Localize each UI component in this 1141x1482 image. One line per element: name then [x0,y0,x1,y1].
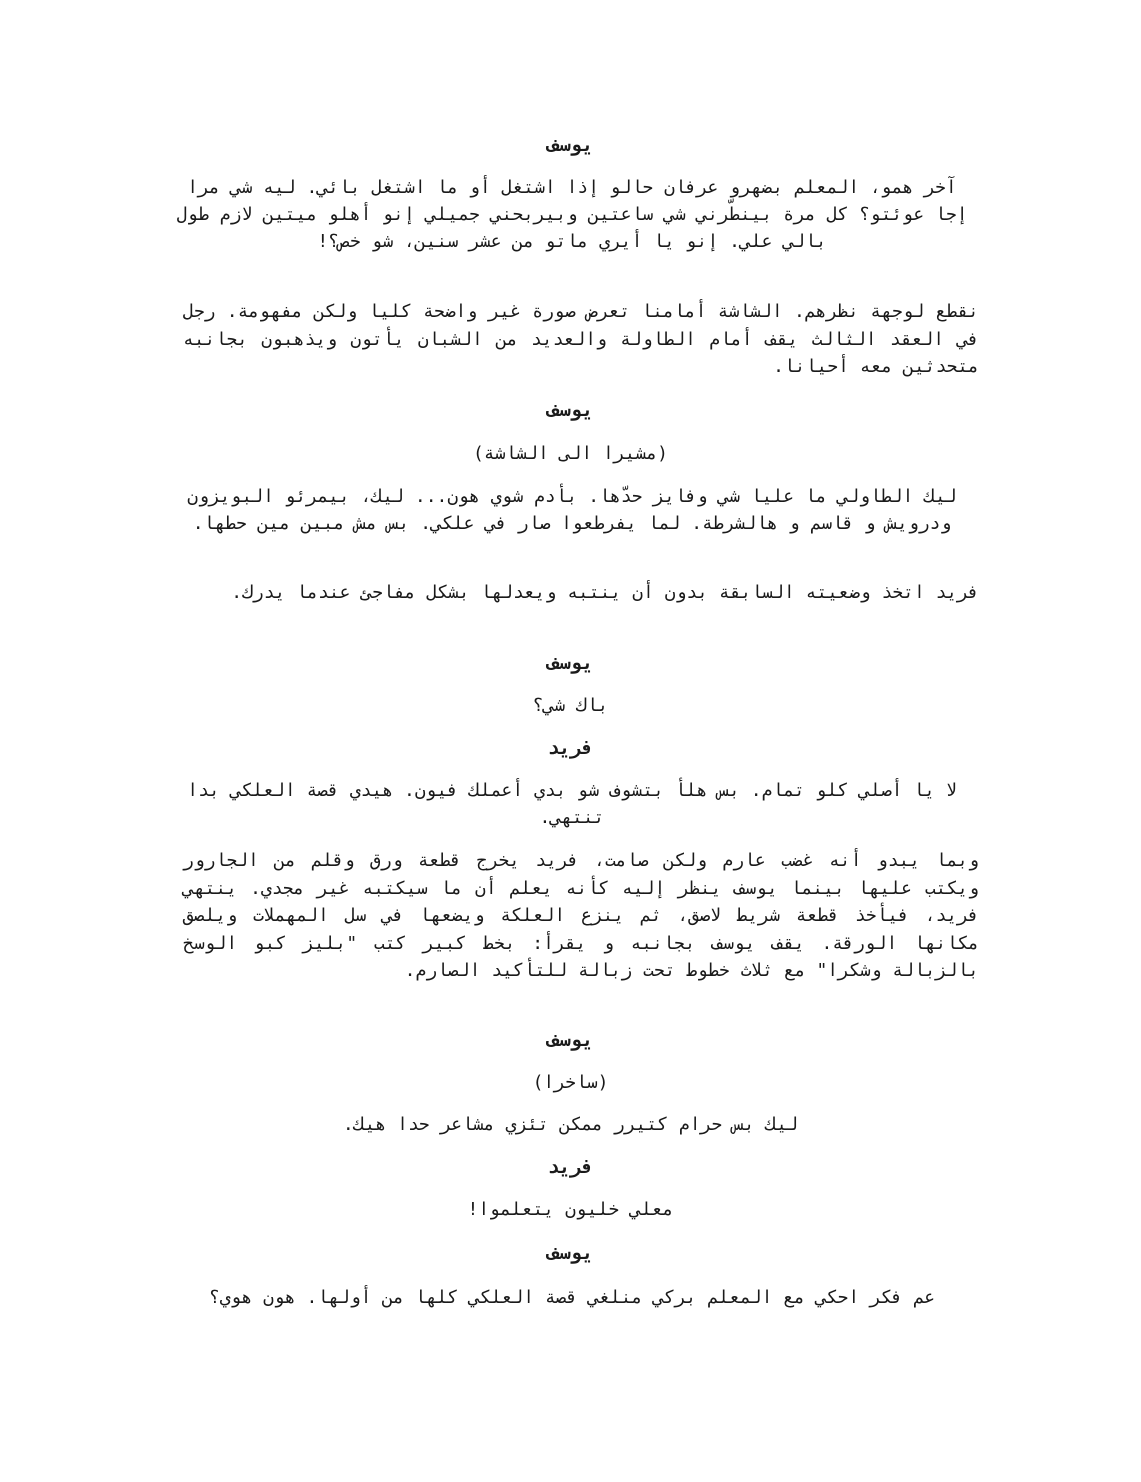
dialogue: ليك الطاولي ما عليا شي وفايز حدّها. بأدم شوي هون... ليك، بيمرئو البويزون ودرويش و قاسم و هالشرطة. لما يفرطعوا صار في علكي. بس مش مبين مين حطها. [176,486,957,534]
action-line: فريد اتخذ وضعيته السابقة بدون أن ينتبه ويعدلها بشكل مفاجئ عندما يدرك. [231,582,979,603]
dialogue: آخر همو، المعلم بضهرو عرفان حالو إذا اشتغل أو ما اشتغل بائي. ليه شي مرا إجا عوئتو؟ كل مرة بينطّرني شي ساعتين وبيربحني جميلي إنو أهلو ميتين لازم طول بالي علي. إنو يا أيري ماتو من عشر سنين، شو خص؟! [165,177,968,252]
character-name: يوسف [547,399,594,421]
character-name: يوسف [547,134,594,156]
character-name: فريد [547,737,594,759]
action-line: نقطع لوجهة نظرهم. الشاشة أمامنا تعرض صورة غير واضحة كليا ولكن مفهومة. رجل في العقد الثالث يقف أمام الطاولة والعديد من الشبان يأتون ويذهبون بجانبه متحدثين معه أحيانا. [172,301,979,377]
dialogue: لا يا أصلي كلو تمام. بس هلأ بتشوف شو بدي أعملك فيون. هيدي قصة العلكي بدا تنتهي. [176,780,957,828]
dialogue: باك شي؟ [532,695,609,716]
action-line: وبما يبدو أنه غضب عارم ولكن صامت، فريد يخرج قطعة ورق وقلم من الجارور ويكتب عليها بينما يوسف ينظر إليه كأنه يعلم أن ما سيكتبه غير مجدي. ينتهي فريد، فيأخذ قطعة شريط لاصق، ثم ينزع العلكة ويضعها في سل المهملات ويلصق مكانها الورقة. يقف يوسف بجانبه و يقرأ: بخط كبير كتب "بليز كبو الوسخ بالزبالة وشكرا" مع ثلاث خطوط تحت زبالة للتأكيد الصارم. [172,850,979,981]
dialogue: عم فكر احكي مع المعلم بركي منلغي قصة العلكي كلها من أولها. هون هوي؟ [208,1287,936,1308]
parenthetical: (مشيرا الى الشاشة) [472,443,669,464]
character-name: يوسف [547,1242,594,1264]
dialogue: ليك بس حرام كتيرر ممكن تئزي مشاعر حدا هيك. [342,1114,799,1135]
parenthetical: (ساخرا) [532,1072,609,1093]
character-name: فريد [547,1156,594,1178]
character-name: يوسف [547,1029,594,1051]
dialogue: معلي خليون يتعلموا! [467,1199,674,1220]
character-name: يوسف [547,652,594,674]
